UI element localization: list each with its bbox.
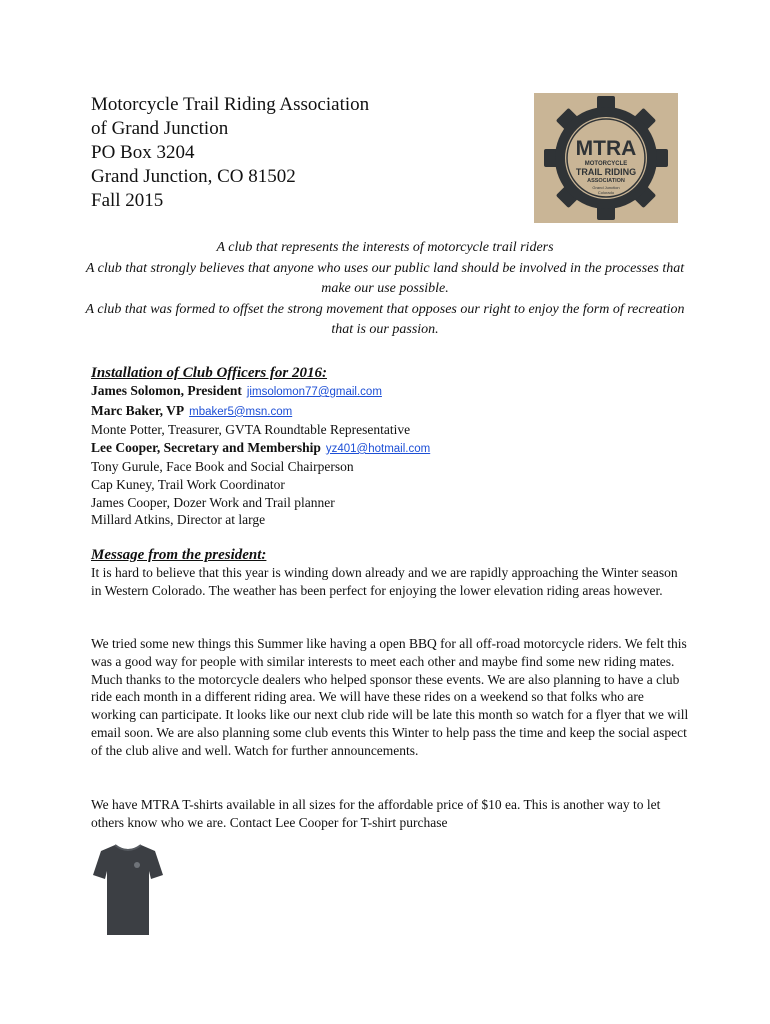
club-address-block — [91, 93, 369, 213]
president-paragraph — [91, 564, 691, 600]
mtra-logo — [534, 93, 678, 223]
paragraph-text: It is hard to believe that this year is winding down already and we are rapidly approaching the Winter season in Western Colorado. The weather has been perfect for enjoying the lower elevation riding areas however. — [91, 565, 678, 598]
president-paragraph — [91, 635, 691, 760]
president-message-heading: Message from the president: — [91, 547, 267, 563]
officer-row — [91, 382, 711, 402]
logo-small-city: Grand Junction — [592, 185, 620, 190]
mission-statement — [80, 238, 690, 341]
logo-small-state: Colorado — [597, 190, 615, 195]
mission-line: A club that strongly believes that anyone who uses our public land should be involved in the processes that make our use possible. — [85, 260, 685, 297]
officer-name: James Solomon, President — [91, 383, 242, 398]
mission-line: A club that represents the interests of motorcycle trail riders — [216, 240, 554, 255]
officers-heading: Installation of Club Officers for 2016: — [91, 365, 327, 381]
president-paragraph — [91, 796, 691, 832]
paragraph-text: We tried some new things this Summer like having a open BBQ for all off-road motorcycle riders. We felt this was a good way for people with similar interests to meet each other and maybe find some new riding mates. Much thanks to the motorcycle dealers who helped sponsor these events. We are also planning to have a club ride each month in a different riding area. We will have these rides on a weekend so that folks who are working can participate. It looks like our next club ride will be late this month so watch for a flyer that we will email soon. We are also planning some club events this Winter to help pass the time and keep the social aspect of the club alive and well. Watch for further announcements. — [91, 636, 689, 758]
officer-row — [91, 458, 711, 476]
officers-list — [91, 382, 711, 529]
issue-date: Fall 2015 — [91, 190, 164, 211]
address-line-club-name: Motorcycle Trail Riding Association — [91, 94, 370, 115]
gear-logo-icon — [534, 93, 678, 223]
officer-name: Monte Potter, Treasurer, GVTA Roundtable Representative — [91, 422, 411, 438]
logo-line-trail-riding: TRAIL RIDING — [575, 167, 637, 177]
tshirt-icon — [93, 841, 163, 937]
officer-row — [91, 476, 711, 494]
address-line-po-box: PO Box 3204 — [91, 142, 195, 163]
officer-email-link[interactable]: yz401@hotmail.com — [325, 442, 431, 455]
officer-name: Lee Cooper, Secretary and Membership — [91, 439, 321, 455]
officer-email-link[interactable]: mbaker5@msn.com — [189, 405, 293, 418]
logo-mtra-text: MTRA — [575, 137, 637, 160]
officer-row — [91, 402, 711, 422]
paragraph-text: We have MTRA T-shirts available in all sizes for the affordable price of $10 ea. This is another way to let others know who we are. Contact Lee Cooper for T-shirt purchase — [91, 797, 661, 830]
officer-row — [91, 439, 711, 459]
officer-name: Marc Baker, VP — [91, 402, 185, 418]
address-line-city-state-zip: Grand Junction, CO 81502 — [91, 166, 296, 187]
officer-row — [91, 421, 711, 439]
address-line-city-chapter: of Grand Junction — [91, 118, 229, 139]
officer-name: James Cooper, Dozer Work and Trail planner — [91, 494, 335, 510]
officer-row — [91, 511, 711, 529]
logo-line-motorcycle: MOTORCYCLE — [584, 161, 628, 167]
officer-name: Tony Gurule, Face Book and Social Chairperson — [91, 459, 354, 475]
officer-email-link[interactable]: jimsolomon77@gmail.com — [246, 386, 382, 398]
tshirt-image — [93, 841, 163, 937]
officer-row — [91, 494, 711, 512]
officer-name: Cap Kuney, Trail Work Coordinator — [91, 476, 285, 492]
logo-line-association: ASSOCIATION — [587, 178, 625, 184]
officer-name: Millard Atkins, Director at large — [91, 512, 266, 528]
mission-line: A club that was formed to offset the strong movement that opposes our right to enjoy the form of recreation that is our passion. — [85, 301, 685, 338]
